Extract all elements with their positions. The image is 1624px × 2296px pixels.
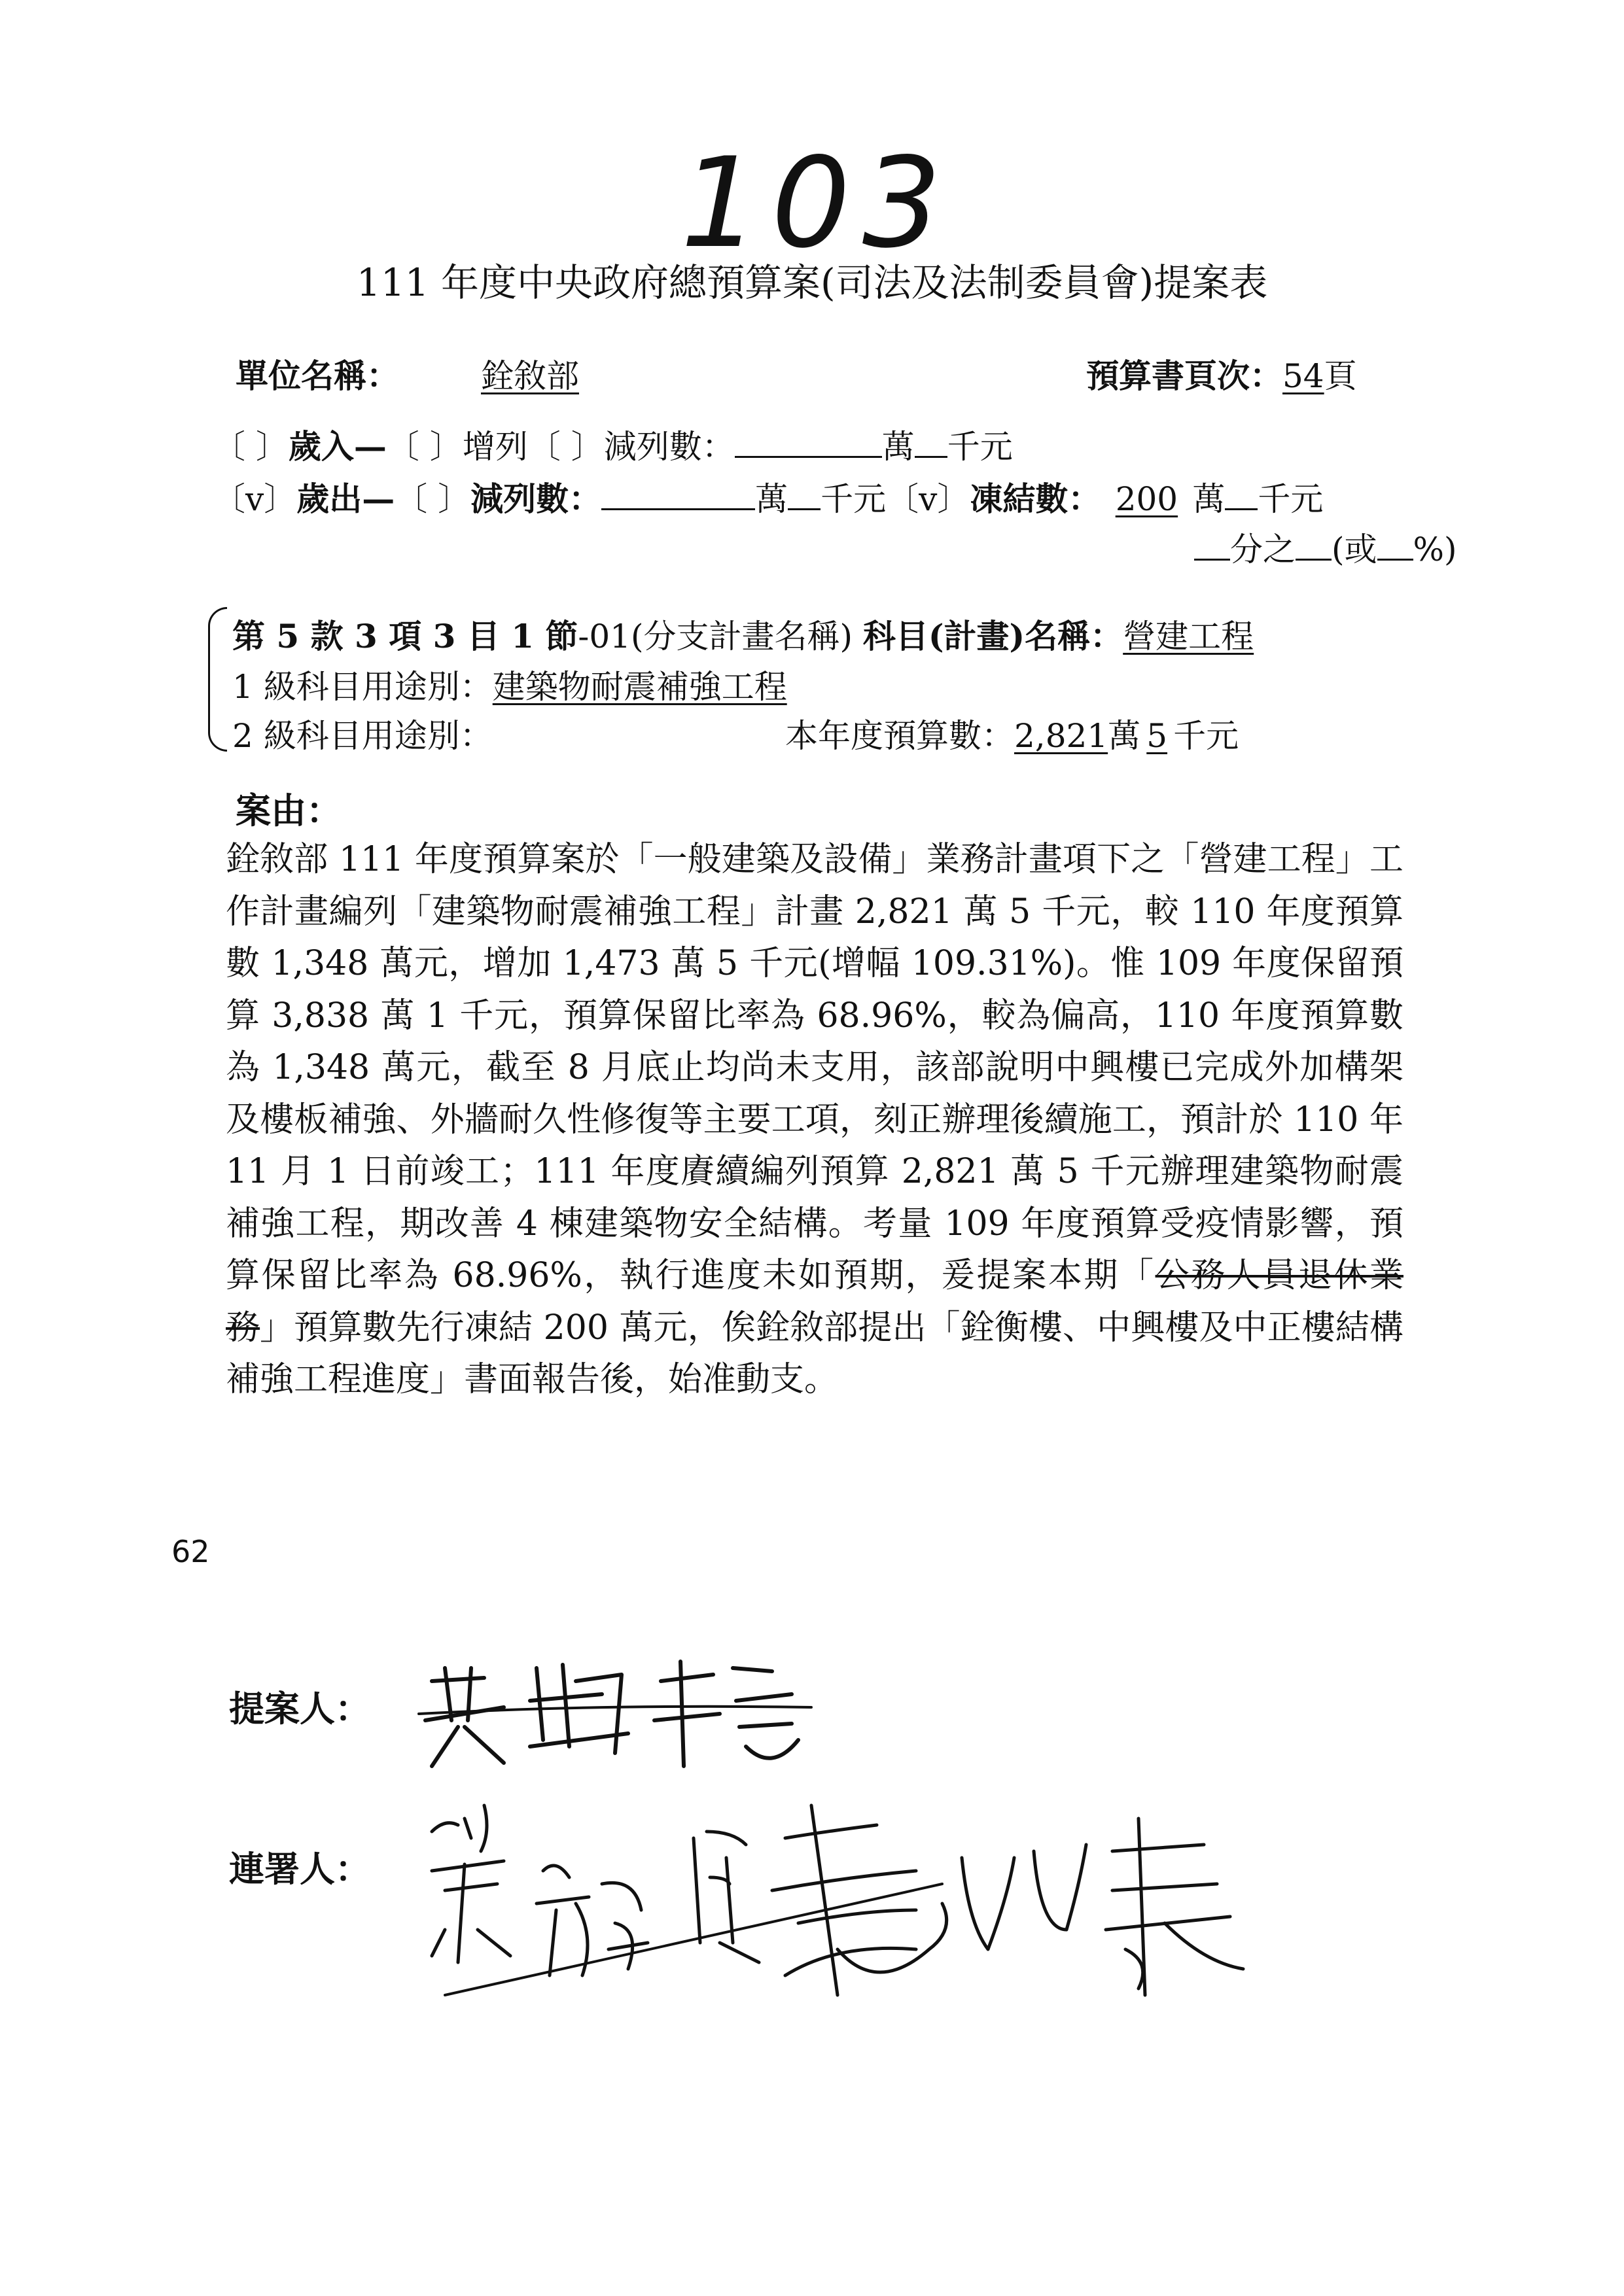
- amount-qian-unit: 千元: [1173, 717, 1239, 755]
- ratio-fraction-label: 分之: [1230, 531, 1296, 568]
- ratio-percent-label: %): [1413, 531, 1457, 568]
- amount-wan-value: 2,821: [1014, 717, 1108, 755]
- budget-line-1: [232, 610, 1254, 657]
- page-value: 54: [1282, 357, 1324, 395]
- reason-struck-text: 公務人員退休業務: [226, 1256, 1403, 1348]
- freeze-label: 凍結數：: [970, 479, 1101, 518]
- income-label: 歲入—: [288, 427, 387, 466]
- expense-wan-blank: [601, 476, 755, 510]
- budget-bracket: [208, 607, 227, 752]
- page-row: [1086, 350, 1357, 397]
- margin-note: 62: [171, 1534, 210, 1569]
- ratio-percent-blank: [1377, 526, 1413, 561]
- page-label: 預算書頁次：: [1086, 357, 1282, 395]
- freeze-wan-unit: 萬: [1192, 480, 1226, 518]
- ratio-or-label: (或: [1332, 531, 1377, 568]
- expense-row: [213, 473, 1323, 520]
- expense-qian-unit: 千元: [821, 480, 887, 518]
- income-qian-blank: [915, 423, 947, 458]
- page-suffix: 頁: [1324, 357, 1357, 395]
- reason-body: [226, 834, 1403, 1406]
- budget-line-3: [232, 710, 493, 757]
- level1-label: 1 級科目用途別：: [232, 668, 493, 706]
- expense-checkbox: 〔v〕: [213, 480, 297, 518]
- income-checkbox: 〔 〕: [213, 428, 289, 466]
- amount-wan-unit: 萬: [1108, 717, 1141, 755]
- reason-text-part1: 銓敘部 111 年度預算案於「一般建築及設備」業務計畫項下之「營建工程」工作計畫編列「建築物耐震補強工程」計畫 2,821 萬 5 千元，較 110 年度預算數 1,348 萬元，增加 1,473 萬 5 千元(增幅 109.31%)。惟 109 年度保留預算 3,838 萬 1 千元，預算保留比率為 68.96%，較為偏高，110 年度預算數為 1,348 萬元，截至 8 月底止均尚未支用，該部說明中興樓已完成外加構架及樓板補強、外牆耐久性修復等主要工項，刻正辦理後續施工，預計於 110 年 11 月 1 日前竣工；111 年度賡續編列預算 2,821 萬 5 千元辦理建築物耐震補強工程，期改善 4 棟建築物安全結構。考量 109 年度預算受疫情影響，預算保留比率為 68.96%，執行進度未如預期，爰提案本期「: [226, 840, 1403, 1295]
- income-wan-unit: 萬: [881, 428, 915, 466]
- unit-label: 單位名稱：: [236, 357, 399, 395]
- reason-text-part2: 」預算數先行凍結 200 萬元，俟銓敘部提出「銓衡樓、中興樓及中正樓結構補強工程進度」書面報告後，始准動支。: [226, 1308, 1403, 1399]
- level2-label: 2 級科目用途別：: [232, 717, 493, 755]
- freeze-qian-unit: 千元: [1258, 480, 1324, 518]
- budget-branch-plan: -01(分支計畫名稱): [578, 617, 853, 655]
- income-qian-unit: 千元: [947, 428, 1013, 466]
- subject-value: 營建工程: [1123, 617, 1254, 655]
- income-wan-blank: [735, 423, 882, 458]
- freeze-value: 200: [1115, 480, 1178, 518]
- expense-decrease-checkbox: 〔 〕: [395, 480, 471, 518]
- cosigner-label: 連署人：: [229, 1848, 370, 1890]
- unit-row: [236, 350, 661, 397]
- proposer-signature: [406, 1642, 824, 1773]
- subject-label: 科目(計畫)名稱：: [862, 617, 1123, 655]
- amount-qian-value: 5: [1146, 717, 1168, 755]
- unit-value: 銓敘部: [481, 357, 579, 395]
- handwritten-number: 103: [680, 131, 953, 275]
- reason-label: 案由：: [236, 790, 342, 831]
- ratio-row: [1194, 523, 1457, 570]
- proposer-label: 提案人：: [229, 1688, 370, 1730]
- budget-amount: [785, 710, 1239, 757]
- cosigner-signature: [419, 1779, 1269, 2028]
- income-row: [213, 421, 1013, 468]
- freeze-qian-blank: [1225, 476, 1258, 510]
- freeze-checkbox: 〔v〕: [886, 480, 970, 518]
- expense-wan-unit: 萬: [755, 480, 788, 518]
- page-title: 111 年度中央政府總預算案(司法及法制委員會)提案表: [356, 260, 1268, 305]
- expense-label: 歲出—: [296, 479, 395, 518]
- level1-value: 建築物耐震補強工程: [492, 668, 787, 706]
- increase-label: 增列: [462, 428, 528, 466]
- increase-checkbox: 〔 〕: [386, 428, 463, 466]
- expense-qian-blank: [788, 476, 821, 510]
- ratio-denominator-blank: [1296, 526, 1332, 561]
- decrease-label: 減列數：: [603, 428, 735, 466]
- budget-line-2: [232, 661, 787, 708]
- expense-decrease-label: 減列數：: [470, 479, 602, 518]
- ratio-numerator-blank: [1194, 526, 1230, 561]
- budget-section: 第 5 款 3 項 3 目 1 節: [232, 617, 578, 655]
- decrease-checkbox: 〔 〕: [527, 428, 604, 466]
- amount-label: 本年度預算數：: [785, 717, 1014, 755]
